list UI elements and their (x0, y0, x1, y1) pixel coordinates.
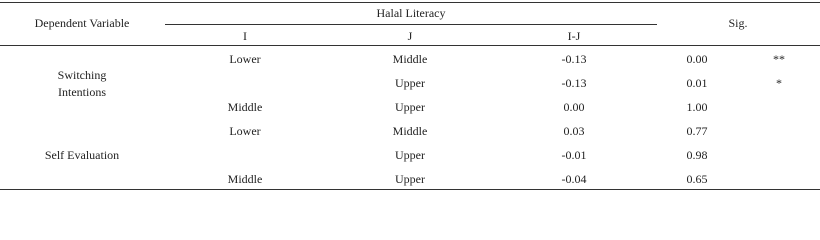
cell-i: Middle (227, 172, 263, 186)
cell-i: Lower (229, 124, 261, 138)
cell-i: Middle (227, 100, 263, 114)
group-rule (165, 24, 657, 25)
cell-diff: 0.00 (563, 100, 585, 114)
cell-diff: 0.03 (563, 124, 585, 138)
cell-i: Lower (229, 52, 261, 66)
cell-sig: 1.00 (686, 100, 708, 114)
header-col-ij: I-J (567, 29, 581, 43)
top-rule (0, 2, 820, 3)
variable-switching-line2: Intentions (58, 85, 106, 99)
header-dependent-variable: Dependent Variable (34, 16, 130, 30)
cell-diff: -0.04 (561, 172, 587, 186)
variable-switching-line1: Switching (57, 68, 107, 82)
cell-sig: 0.98 (686, 148, 708, 162)
cell-j: Middle (392, 52, 428, 66)
cell-stars: * (776, 76, 782, 90)
variable-self-evaluation: Self Evaluation (44, 148, 120, 162)
cell-sig: 0.01 (686, 76, 708, 90)
cell-stars: ** (773, 52, 785, 66)
cell-sig: 0.77 (686, 124, 708, 138)
header-col-j: J (407, 29, 413, 43)
cell-diff: -0.01 (561, 148, 587, 162)
cell-j: Middle (392, 124, 428, 138)
cell-diff: -0.13 (561, 76, 587, 90)
cell-j: Upper (395, 76, 425, 90)
cell-sig: 0.65 (686, 172, 708, 186)
cell-diff: -0.13 (561, 52, 587, 66)
header-bottom-rule (0, 45, 820, 46)
header-sig: Sig. (728, 16, 748, 30)
cell-j: Upper (395, 100, 425, 114)
bottom-rule (0, 189, 820, 190)
header-halal-literacy: Halal Literacy (376, 6, 446, 20)
cell-j: Upper (395, 172, 425, 186)
cell-sig: 0.00 (686, 52, 708, 66)
header-col-i: I (243, 29, 247, 43)
cell-j: Upper (395, 148, 425, 162)
